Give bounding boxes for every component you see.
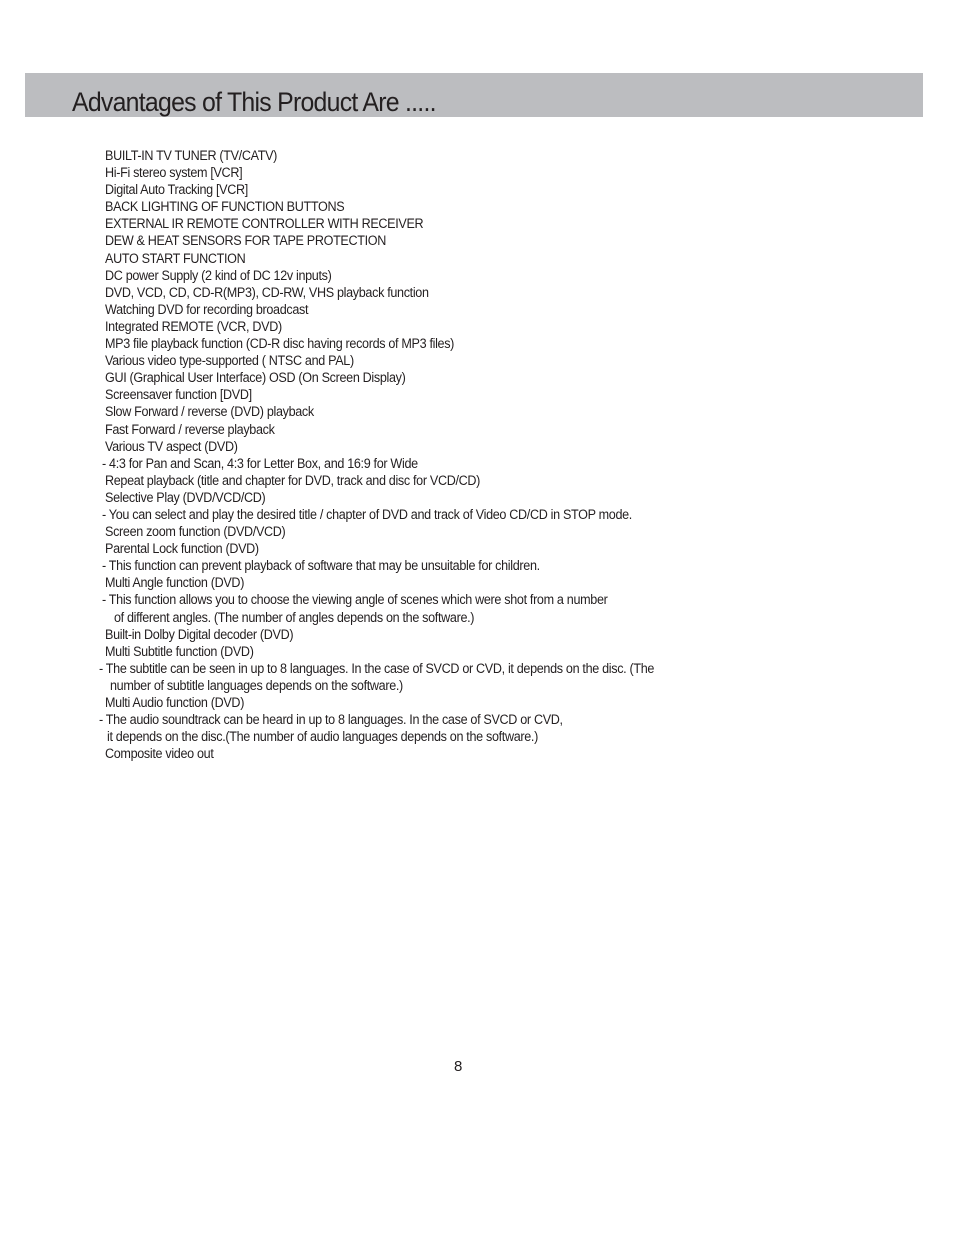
list-item [0,557,954,574]
list-item [0,626,954,643]
list-item [0,284,954,301]
list-item [0,369,954,386]
list-item [0,677,954,694]
feature-text: Multi Audio function (DVD) [105,695,245,710]
feature-detail: - The subtitle can be seen in up to 8 languages. In the case of SVCD or CVD, it depends on the disc. (The [99,660,655,676]
feature-text: Multi Subtitle function (DVD) [105,643,254,659]
list-item [0,745,954,762]
list-item [0,232,954,249]
feature-text: Composite video out [105,746,214,762]
list-item [0,728,954,745]
feature-text: Watching DVD for recording broadcast [105,301,309,317]
feature-detail-continued: number of subtitle languages depends on the software.) [110,677,403,693]
list-item [0,591,954,608]
list-item [0,711,954,728]
feature-text: Fast Forward / reverse playback [105,421,275,437]
list-item [0,540,954,557]
list-item [0,421,954,438]
list-item [0,198,954,215]
feature-text: DEW & HEAT SENSORS FOR TAPE PROTECTION [105,233,387,249]
list-item [0,660,954,677]
feature-text: Selective Play (DVD/VCD/CD) [105,489,266,505]
list-item [0,643,954,660]
list-item [0,335,954,352]
feature-detail-continued: it depends on the disc.(The number of audio languages depends on the software.) [107,729,538,745]
feature-text: Digital Auto Tracking [VCR] [105,182,248,198]
list-item [0,181,954,198]
page-number: 8 [454,1058,463,1075]
list-item [0,574,954,591]
feature-text: BUILT-IN TV TUNER (TV/CATV) [105,148,278,163]
list-item [0,438,954,455]
feature-text: DVD, VCD, CD, CD-R(MP3), CD-RW, VHS playback function [105,284,429,300]
feature-detail: - This function allows you to choose the viewing angle of scenes which were shot from a number [102,592,608,608]
list-item [0,694,954,711]
list-item [0,472,954,489]
list-item [0,267,954,284]
page-title: Advantages of This Product Are ..... [72,87,436,117]
list-item [0,215,954,232]
feature-text: Repeat playback (title and chapter for DVD, track and disc for VCD/CD) [105,472,481,488]
feature-detail: - The audio soundtrack can be heard in up to 8 languages. In the case of SVCD or CVD, [99,712,563,728]
list-item [0,523,954,540]
feature-text: Parental Lock function (DVD) [105,541,259,557]
list-item [0,352,954,369]
list-item [0,318,954,335]
feature-text: Screen zoom function (DVD/VCD) [105,524,286,540]
feature-detail: - 4:3 for Pan and Scan, 4:3 for Letter Box, and 16:9 for Wide [102,455,418,471]
list-item [0,164,954,181]
feature-text: EXTERNAL IR REMOTE CONTROLLER WITH RECEIVER [105,216,424,232]
feature-text: Built-in Dolby Digital decoder (DVD) [105,626,294,642]
feature-text: Integrated REMOTE (VCR, DVD) [105,318,282,334]
list-item [0,455,954,472]
feature-text: MP3 file playback function (CD-R disc having records of MP3 files) [105,336,455,352]
list-item [0,147,954,164]
feature-text: Hi-Fi stereo system [VCR] [105,165,243,181]
feature-text: Slow Forward / reverse (DVD) playback [105,404,314,420]
feature-text: BACK LIGHTING OF FUNCTION BUTTONS [105,199,345,215]
feature-detail: - This function can prevent playback of software that may be unsuitable for children. [102,558,540,574]
list-item [0,489,954,506]
feature-text: Screensaver function [DVD] [105,387,252,403]
feature-detail: - You can select and play the desired title / chapter of DVD and track of Video CD/CD in STOP mode. [102,506,632,522]
feature-text: Various video type-supported ( NTSC and PAL) [105,353,354,369]
list-item [0,301,954,318]
feature-text: Various TV aspect (DVD) [105,438,238,454]
list-item [0,403,954,420]
list-item [0,506,954,523]
feature-text: AUTO START FUNCTION [105,250,246,266]
list-item [0,609,954,626]
feature-text: Multi Angle function (DVD) [105,575,245,591]
feature-text: DC power Supply (2 kind of DC 12v inputs) [105,267,332,283]
list-item [0,386,954,403]
feature-list [0,147,954,762]
feature-detail-continued: of different angles. (The number of angles depends on the software.) [114,609,475,625]
feature-text: GUI (Graphical User Interface) OSD (On Screen Display) [105,370,406,386]
list-item [0,250,954,267]
